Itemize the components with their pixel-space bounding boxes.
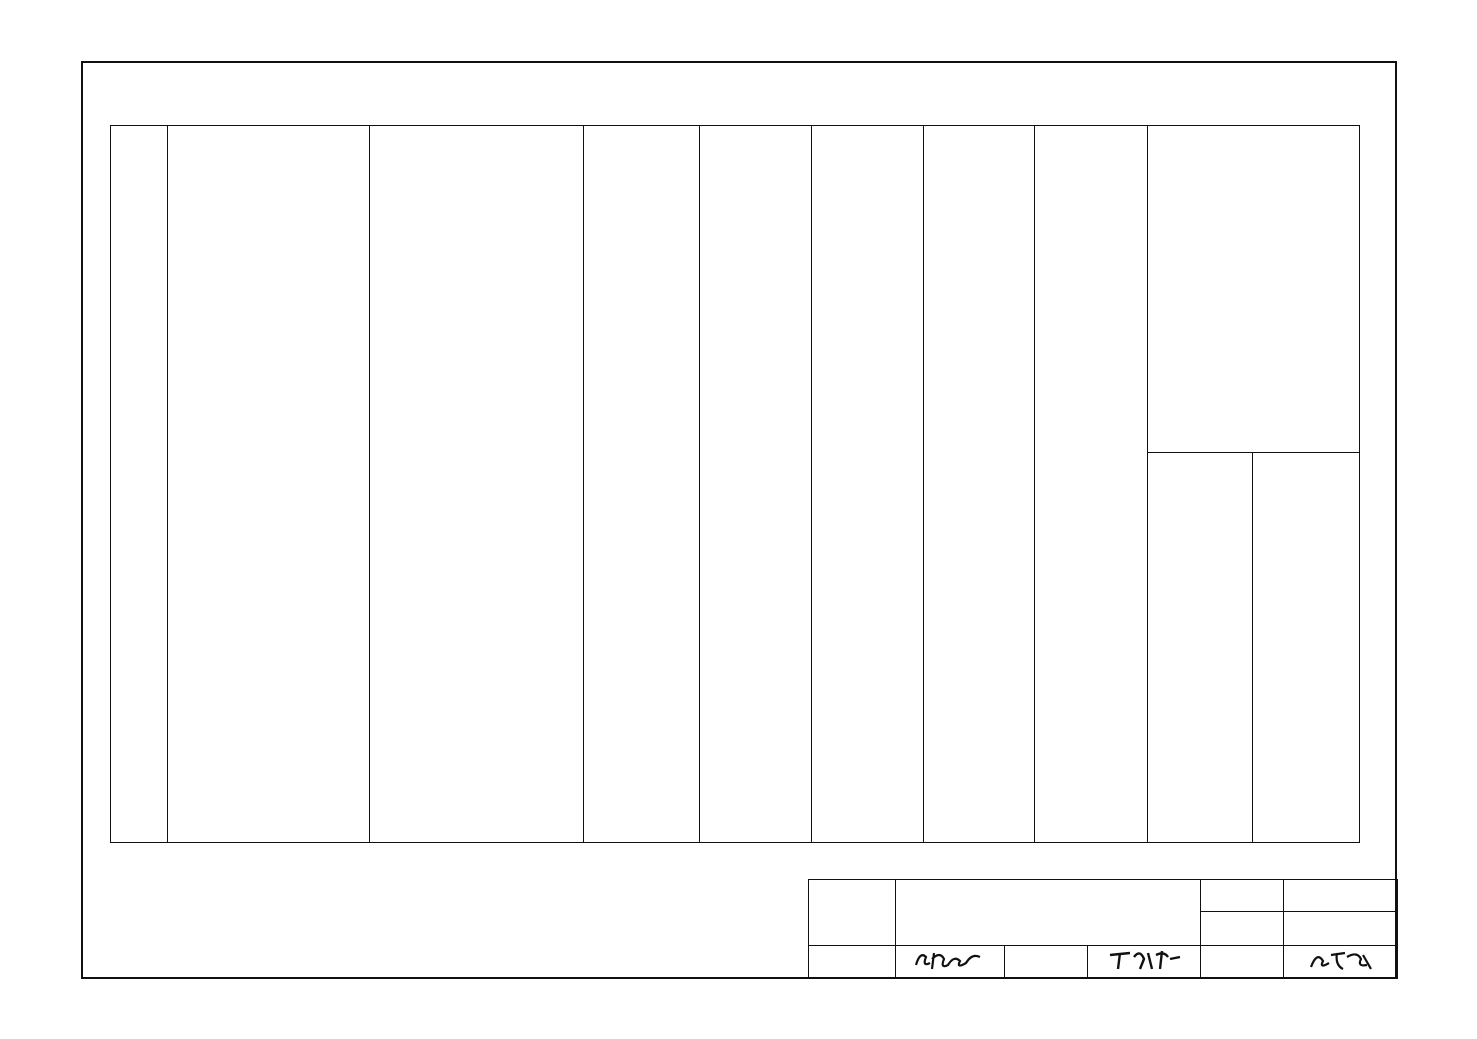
header-seq: [111, 126, 168, 843]
design-label: [1201, 946, 1284, 979]
drawing-name-value: [896, 880, 1201, 946]
header-r0: [1148, 453, 1253, 843]
check-signature: [1088, 946, 1201, 979]
header-resistance: [1035, 126, 1148, 843]
header-correction: [924, 126, 1035, 843]
header-thickness: [584, 126, 700, 843]
header-main-part: [1148, 126, 1360, 453]
check-label: [1005, 946, 1088, 979]
drawing-name-label: [809, 880, 896, 946]
header-density: [700, 126, 812, 843]
thermal-table: [110, 125, 1360, 843]
header-sketch: [168, 126, 370, 843]
header-k: [1253, 453, 1360, 843]
title-block: [808, 879, 1398, 979]
page-label: [1201, 911, 1284, 945]
page-number: [1284, 911, 1398, 945]
atlas-label: [1201, 880, 1284, 912]
header-layer: [370, 126, 584, 843]
header-conductivity: [812, 126, 924, 843]
review-label: [809, 946, 896, 979]
review-signature: [896, 946, 1005, 979]
atlas-value: [1284, 880, 1398, 912]
design-signature: [1284, 946, 1398, 979]
